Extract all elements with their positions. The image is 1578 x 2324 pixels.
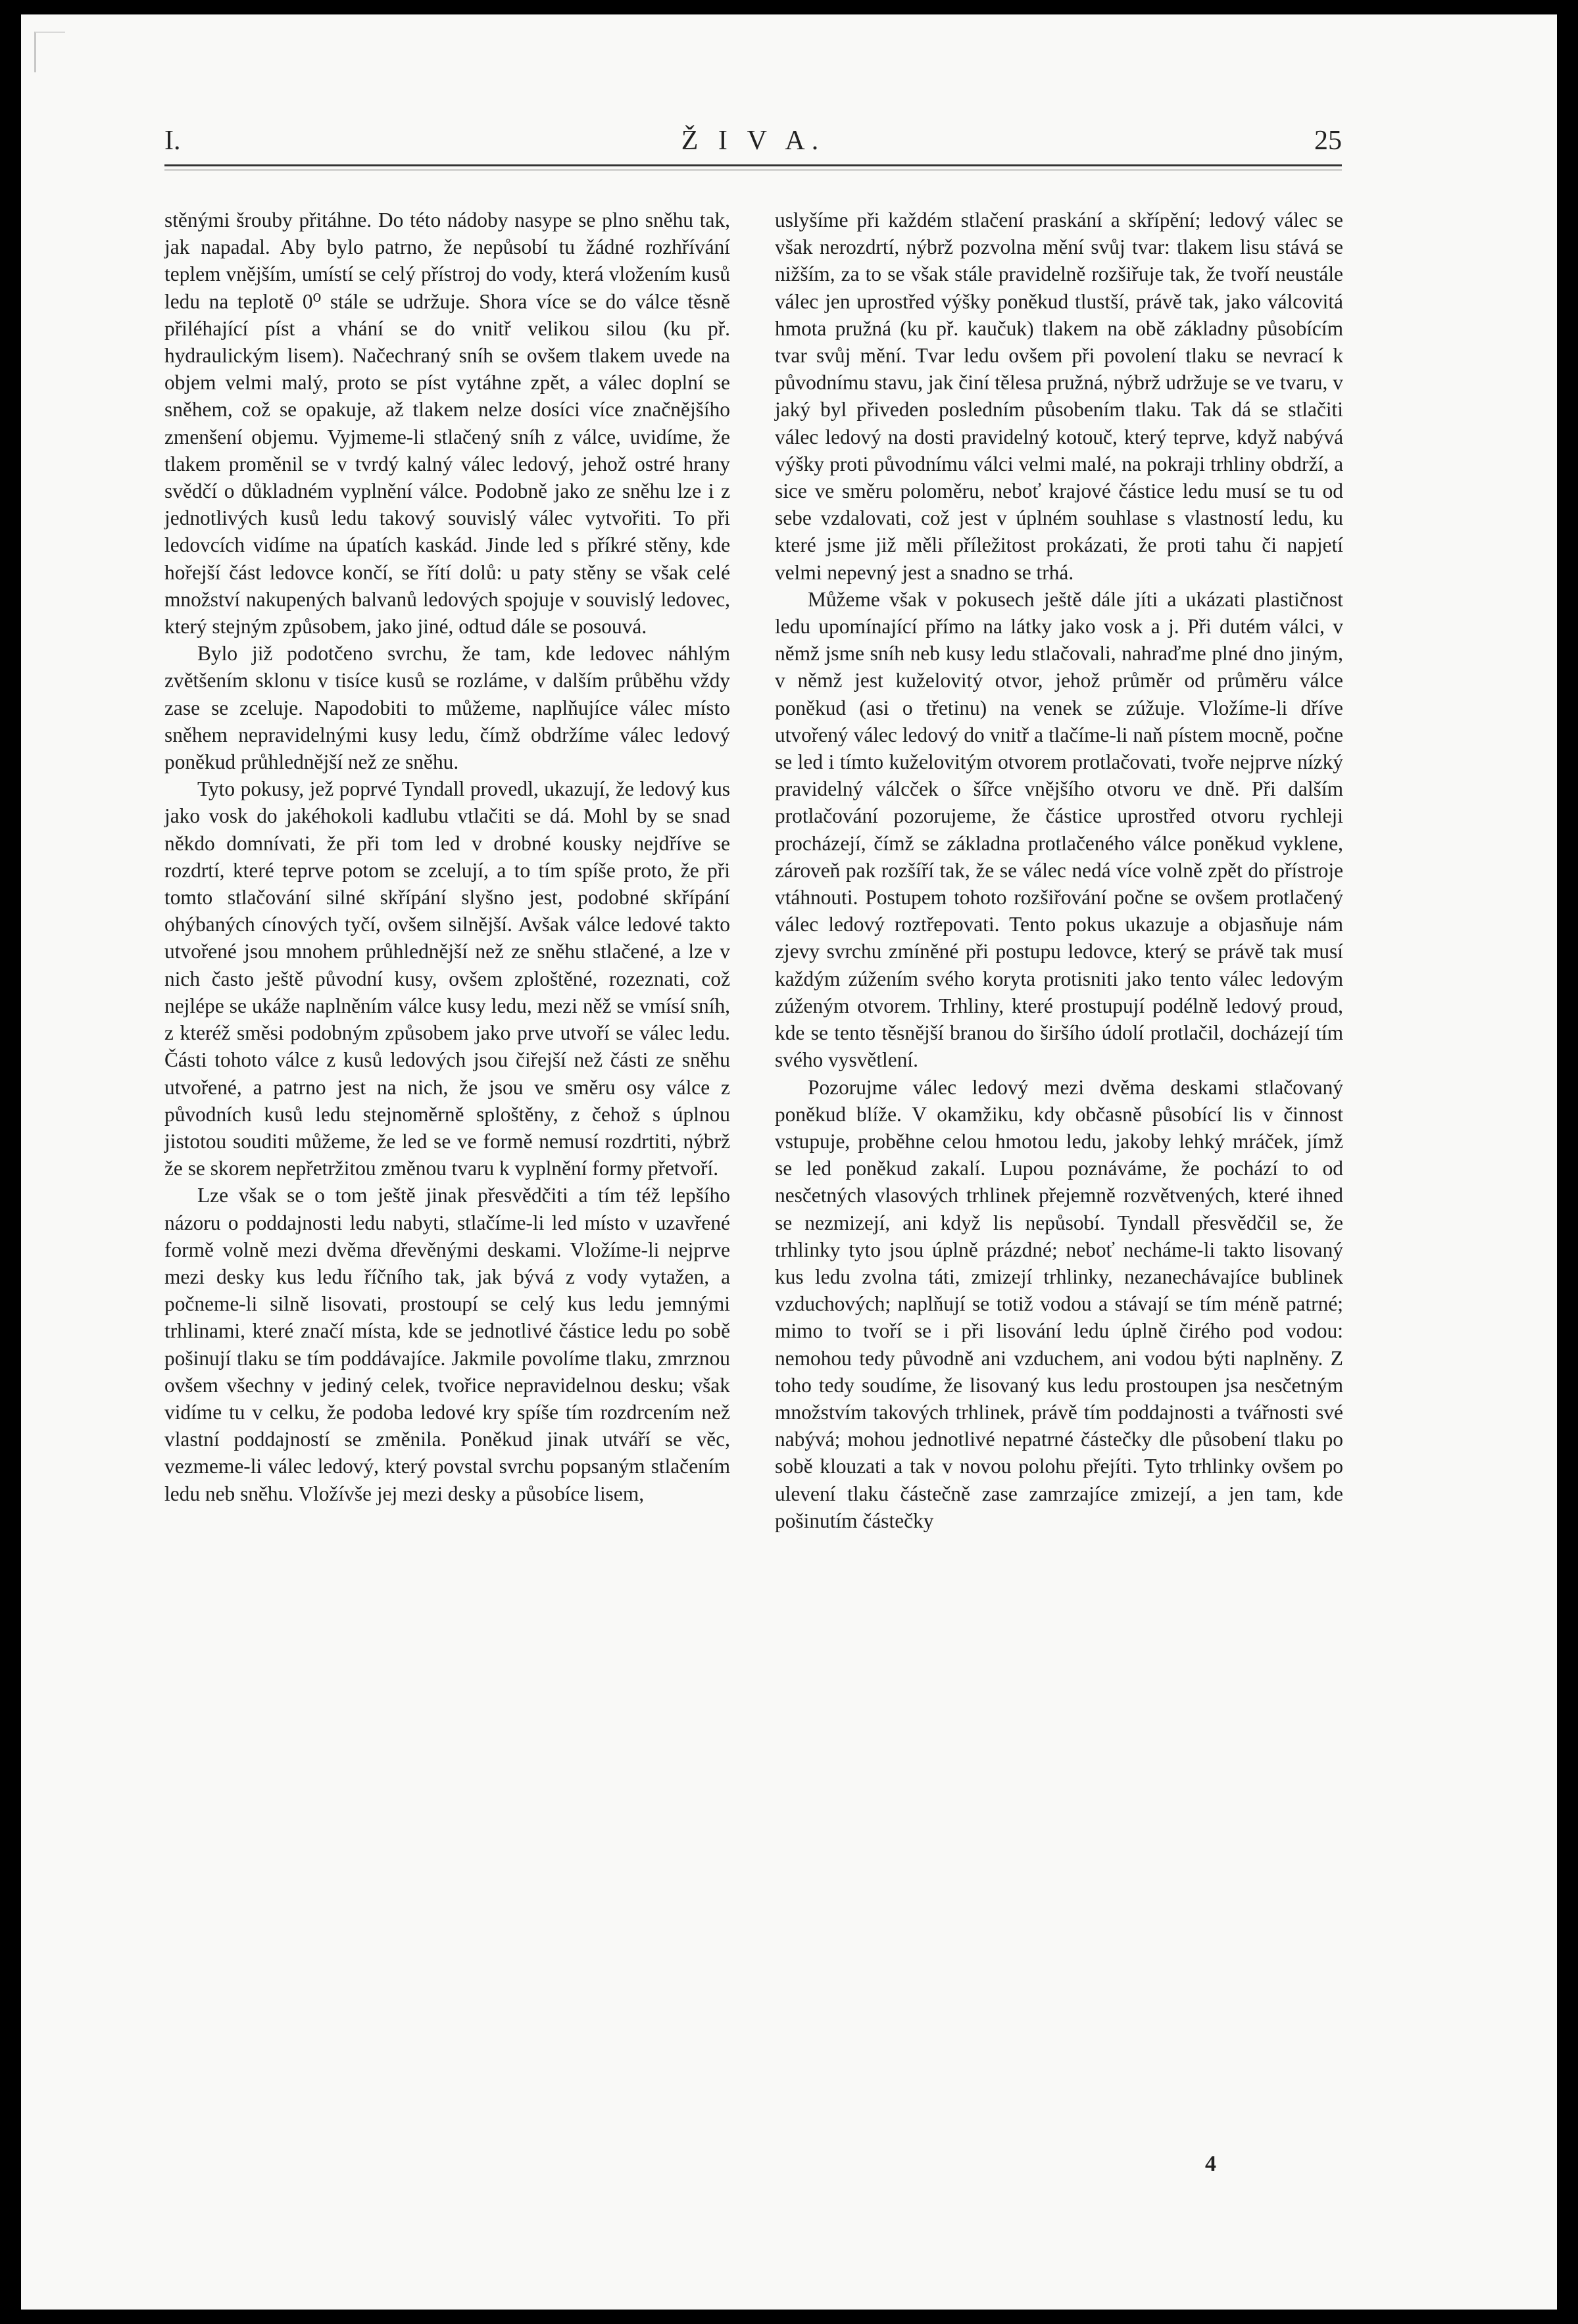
right-column <box>775 206 1343 1534</box>
paragraph: Lze však se o tom ještě jinak přesvědčiti a tím též lepšího názoru o poddajnosti ledu nabyti, stlačíme-li led místo v uzavřené formě volně mezi dvěma dřevěnými deskami. Vložíme-li nejprve mezi desky kus ledu říčního tak, jak bývá z vody vytažen, a počneme-li silně lisovati, prostoupí se celý kus ledu jemnými trhlinami, které značí místa, kde se jednotlivé částice ledu po sobě pošinují tlaku se tím poddávajíce. Jakmile povolíme tlaku, zmrznou ovšem všechny v jediný celek, tvořice nepravidelnou desku; však vidíme tu v celku, že podoba ledové kry spíše tím rozdrcením než vlastní poddajností se změnila. Poněkud jinak utváří se věc, vezmeme-li válec ledový, který povstal svrchu popsaným stlačením ledu neb sněhu. Vložívše jej mezi desky a působíce lisem, <box>164 1184 730 1505</box>
paragraph: Pozorujme válec ledový mezi dvěma deskami stlačovaný poněkud blíže. V okamžiku, kdy občasně působící lis v činnost vstupuje, proběhne celou hmotou ledu, jakoby lehký mráček, jímž se led poněkud zakalí. Lupou poznáváme, že pochází to od nesčetných vlasových trhlinek přejemně rozvětvených, které ihned se nezmizejí, ani když lis nepůsobí. Tyndall přesvědčil se, že trhlinky tyto jsou úplně prázdné; neboť necháme-li takto lisovaný kus ledu zvolna táti, zmizejí trhlinky, nezanechávajíce bublinek vzduchových; naplňují se totiž vodou a stávají se tím méně patrné; mimo to tvoří se i při lisování ledu úplně čirého pod vodou: nemohou tedy původně ani vzduchem, ani vodou býti naplněny. Z toho tedy soudíme, že lisovaný kus ledu prostoupen jsa nesčetným množstvím takových trhlinek, právě tím poddajnosti a tvářnosti své nabývá; mohou jednotlivé nepatrné částečky dle působení tlaku po sobě klouzati a tak v novou polohu přejíti. Tyto trhlinky ovšem po ulevení tlaku částečně zase zamrzajíce zmizejí, a jen tam, kde pošinutím částečky <box>775 1075 1343 1532</box>
header-rule-thick <box>164 164 1342 166</box>
paragraph: Můžeme však v pokusech ještě dále jíti a ukázati plastičnost ledu upomínající přímo na látky jako vosk a j. Při dutém válci, v němž jsme sníh neb kusy ledu stlačovali, nahraďme plné dno jiným, v němž jest kuželovitý otvor, jehož průměr od průměru válce poněkud (asi o třetinu) na venek se zúžuje. Vložíme-li dříve utvořený válec ledový do vnitř a tlačíme-li naň pístem mocně, počne se led i tímto kuželovitým otvorem protlačovati, tvoře nejprve nízký pravidelný válcček o šířce vnějšího otvoru ve dně. Při dalším protlačování pozorujeme, že částice uprostřed otvoru rychleji procházejí, čímž se základna protlačeného válce poněkud vyklene, zároveň pak rozšíří tak, že se válec nedá více volně zpět do přístroje vtáhnouti. Postupem tohoto rozšiřování počne se ovšem protlačený válec ledový roztřepovati. Tento pokus ukazuje a objasňuje nám zjevy svrchu zmíněné při postupu ledovce, který se právě tak musí každým zúžením svého koryta protisniti jako tento válec ledovým zúženým otvorem. Trhliny, které prostupují podélně ledový proud, kde se tento těsnější branou do širšího údolí protlačil, docházejí tím svého vysvětlení. <box>775 587 1343 1072</box>
signature-mark: 4 <box>1205 2152 1216 2176</box>
volume-number: I. <box>164 126 181 156</box>
page-number: 25 <box>1314 126 1342 156</box>
journal-title: Ž I V A. <box>681 126 826 156</box>
paragraph: stěnými šrouby přitáhne. Do této nádoby nasype se plno sněhu tak, jak napadal. Aby bylo patrno, že nepůsobí tu žádné rozhřívání teplem vnějším, umístí se celý přístroj do vody, která vložením kusů ledu na teplotě 0⁰ stále se udržuje. Shora více se do válce těsně přiléhající píst a vhání se do vnitř velikou silou (ku př. hydraulickým lisem). Načechraný sníh se ovšem tlakem uvede na objem velmi malý, proto se píst vytáhne zpět, a válec doplní se sněhem, což se opakuje, až tlakem nelze dosíci více značnějšího zmenšení objemu. Vyjmeme-li stlačený sníh z válce, uvidíme, že tlakem proměnil se v tvrdý kalný válec ledový, jehož ostré hrany svědčí o důkladném vyplnění válce. Podobně jako ze sněhu lze i z jednotlivých kusů ledu takový souvislý válec vytvořiti. To při ledovcích vidíme na úpatích kaskád. Jinde led s příkré stěny, kde hořejší část ledovce končí, se řítí dolů: u paty stěny se však celé množství nakupených balvanů ledových spojuje v souvislý ledovec, který stejným způsobem, jako jiné, odtud dále se posouvá. <box>164 208 730 639</box>
left-column <box>164 206 730 1507</box>
paragraph: Bylo již podotčeno svrchu, že tam, kde ledovec náhlým zvětšením sklonu v tisíce kusů se rozláme, v dalším průběhu vždy zase se zceluje. Napodobiti to můžeme, naplňujíce válec místo sněhem nepravidelnými kusy ledu, čímž obdržíme válec ledový poněkud průhlednější než ze sněhu. <box>164 642 730 774</box>
scanned-page <box>21 14 1557 2310</box>
paragraph: Tyto pokusy, jež poprvé Tyndall provedl, ukazují, že ledový kus jako vosk do jakéhokoli kadlubu vtlačiti se dá. Mohl by se snad někdo domnívati, že při tom led v drobné kousky nejdříve se rozdrtí, které teprve potom se zcelují, a to tím spíše proto, že při tomto stlačování silné skřípání slyšno jest, podobné skřípání ohýbaných cínových tyčí, ovšem silnější. Avšak válce ledové takto utvořené jsou mnohem průhlednější než ze sněhu stlačené, a lze v nich často ještě původní kusy, ovšem zploštěné, rozeznati, což nejlépe se ukáže naplněním válce kusy ledu, mezi něž se vmísí sníh, z kteréž směsi podobným způsobem jako prve utvoří se válec ledu. Části tohoto válce z kusů ledových jsou čiřejší než části ze sněhu utvořené, a patrno jest na nich, že jsou ve směru osy válce z původních kusů ledu stejnoměrně sploštěny, z čehož s úplnou jistotou souditi můžeme, že led se ve formě nemusí rozdrtiti, nýbrž že se skorem nepřetržitou změnou tvaru k vyplnění formy přetvoří. <box>164 777 730 1180</box>
running-header <box>164 125 1342 164</box>
paragraph: uslyšíme při každém stlačení praskání a skřípění; ledový válec se však nerozdrtí, nýbrž pozvolna mění svůj tvar: tlakem lisu stává se nižším, za to se však stále pravidelně rozšiřuje tak, že tvoří neustále válec jen uprostřed výšky poněkud tlustší, právě tak, jako válcovitá hmota pružná (ku př. kaučuk) tlakem na obě základny působícím tvar svůj mění. Tvar ledu ovšem při povolení tlaku se nevrací k původnímu stavu, jak činí tělesa pružná, nýbrž udržuje se ve tvaru, v jaký byl přiveden posledním působením tlaku. Tak dá se stlačiti válec ledový na dosti pravidelný kotouč, který teprve, když nabývá výšky proti původnímu válci velmi malé, na pokraji trhliny obdrží, a sice ve směru poloměru, neboť krajové částice ledu musí se tu od sebe vzdalovati, což jest v úplném souhlase s vlastností ledu, ku které jsme již měli příležitost prokázati, že proti tahu či napjetí velmi nepevný jest a snadno se trhá. <box>775 208 1343 584</box>
scan-edge-mark <box>34 32 65 72</box>
